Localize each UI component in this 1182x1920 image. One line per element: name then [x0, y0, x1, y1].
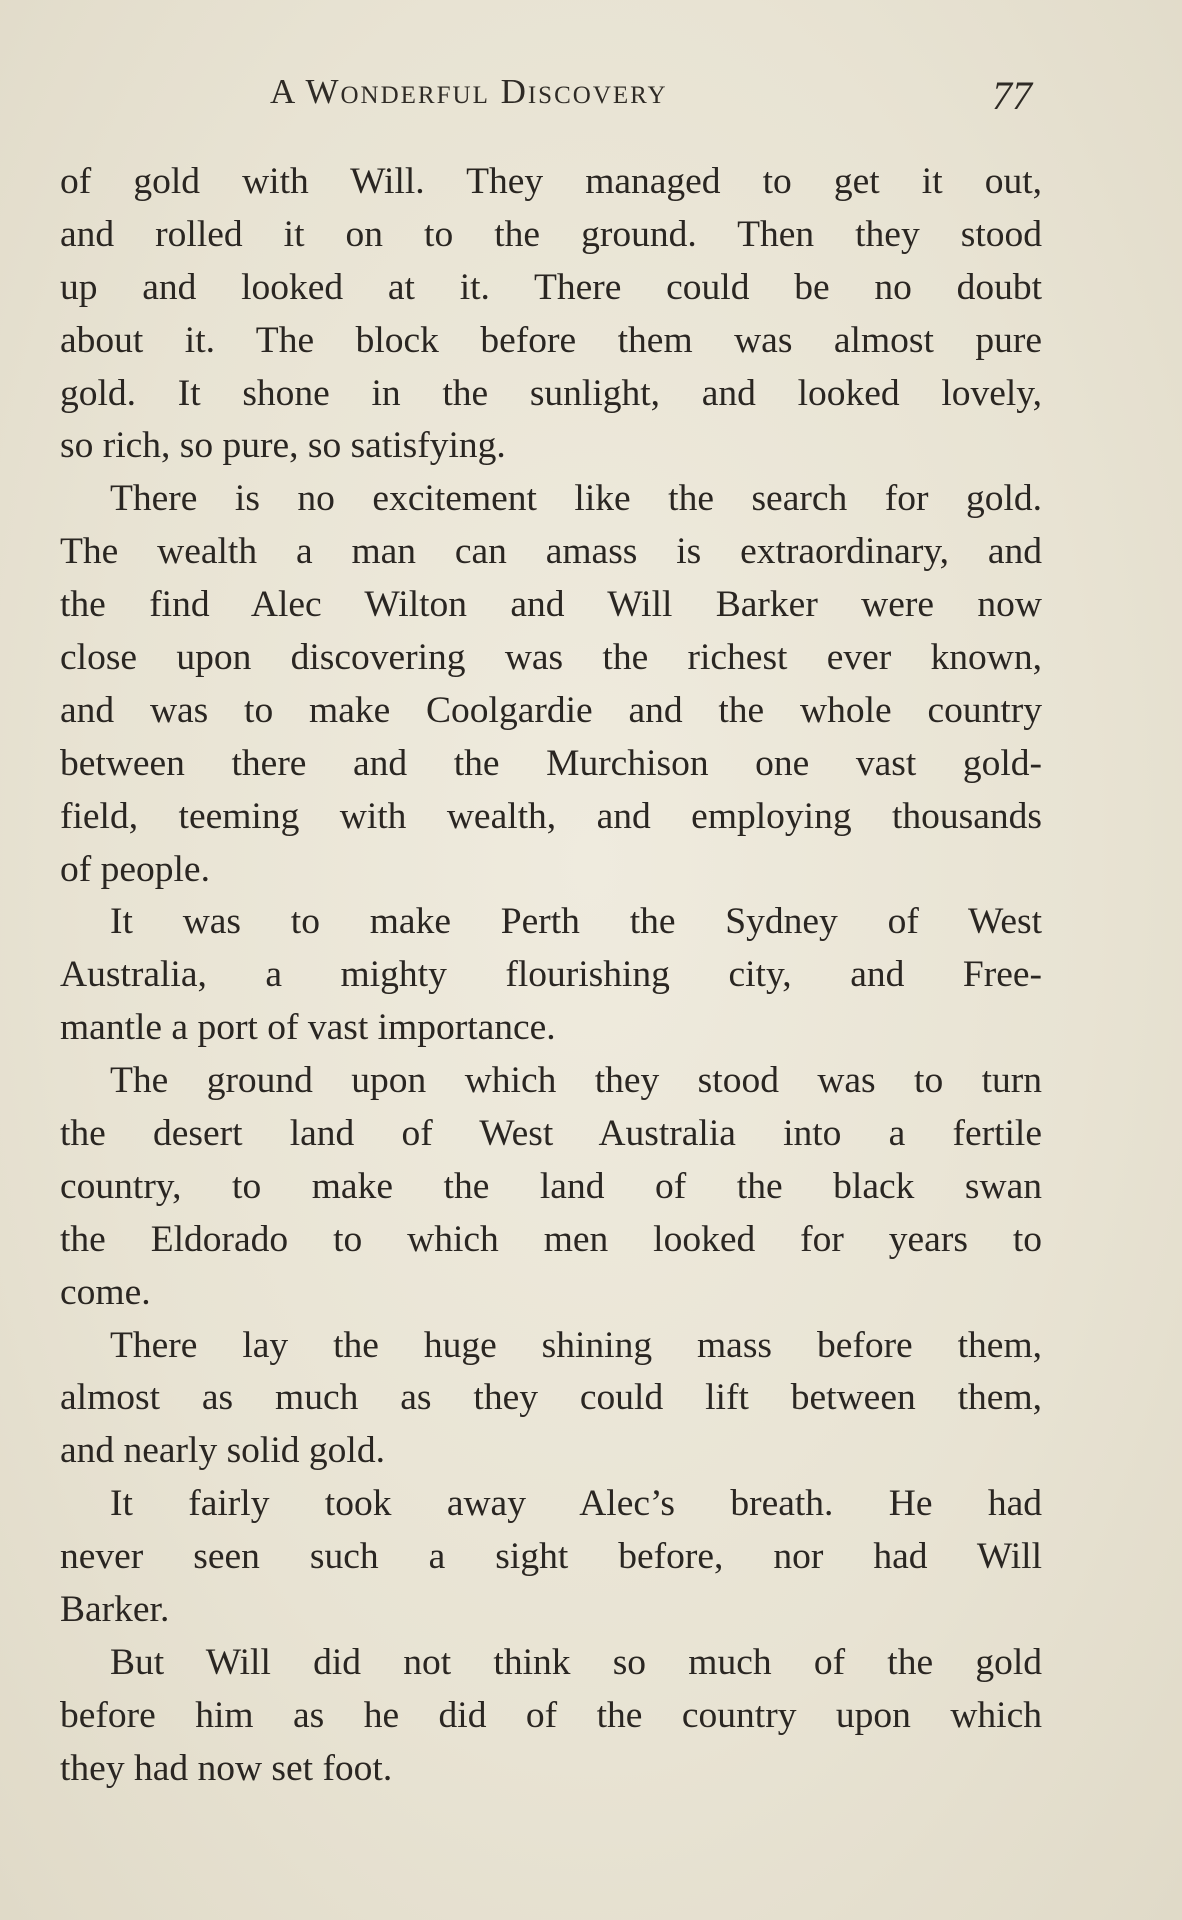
text-line: almost as much as they could lift between them, — [60, 1377, 1042, 1419]
paragraph-4 — [60, 1055, 1042, 1319]
text-line: about it. The block before them was almost pure — [60, 319, 1042, 361]
paragraph-6 — [60, 1478, 1042, 1637]
text-line: field, teeming with wealth, and employing thousands — [60, 795, 1042, 837]
paragraph-3 — [60, 896, 1042, 1055]
text-line: There is no excitement like the search for gold. — [110, 478, 1042, 520]
text-line: and nearly solid gold. — [60, 1430, 385, 1472]
text-line: gold. It shone in the sunlight, and looked lovely, — [60, 372, 1042, 414]
text-line: The wealth a man can amass is extraordinary, and — [60, 531, 1042, 573]
text-line: Australia, a mighty flourishing city, and Free- — [60, 954, 1042, 996]
text-line: they had now set foot. — [60, 1747, 393, 1789]
text-line: come. — [60, 1271, 151, 1313]
body-text — [60, 156, 1042, 1796]
text-line: of people. — [60, 848, 210, 890]
text-line: mantle a port of vast importance. — [60, 1007, 556, 1049]
paragraph-5 — [60, 1320, 1042, 1479]
text-line: Barker. — [60, 1589, 170, 1631]
text-line: It fairly took away Alec’s breath. He had — [110, 1483, 1042, 1525]
text-line: It was to make Perth the Sydney of West — [110, 901, 1042, 943]
text-line: before him as he did of the country upon which — [60, 1694, 1042, 1736]
paragraph-2 — [60, 473, 1042, 896]
text-line: and rolled it on to the ground. Then they stood — [60, 213, 1042, 255]
paragraph-1 — [60, 156, 1042, 473]
text-line: never seen such a sight before, nor had Will — [60, 1536, 1042, 1578]
text-line: and was to make Coolgardie and the whole country — [60, 689, 1042, 731]
text-line: the desert land of West Australia into a fertile — [60, 1113, 1042, 1155]
text-line: so rich, so pure, so satisfying. — [60, 425, 506, 467]
running-title: A Wonderful Discovery — [270, 72, 668, 111]
text-line: close upon discovering was the richest ever known, — [60, 637, 1042, 679]
text-line: the Eldorado to which men looked for years to — [60, 1218, 1042, 1260]
paragraph-7 — [60, 1637, 1042, 1796]
text-line: The ground upon which they stood was to turn — [110, 1060, 1042, 1102]
page-number: 77 — [992, 73, 1032, 118]
text-line: There lay the huge shining mass before them, — [110, 1324, 1042, 1366]
text-line: But Will did not think so much of the gold — [110, 1641, 1042, 1683]
text-line: country, to make the land of the black swan — [60, 1165, 1042, 1207]
text-line: of gold with Will. They managed to get it out, — [60, 161, 1042, 202]
text-line: the find Alec Wilton and Will Barker were now — [60, 584, 1042, 626]
text-line: up and looked at it. There could be no doubt — [60, 266, 1042, 308]
text-line: between there and the Murchison one vast gold- — [60, 742, 1042, 784]
